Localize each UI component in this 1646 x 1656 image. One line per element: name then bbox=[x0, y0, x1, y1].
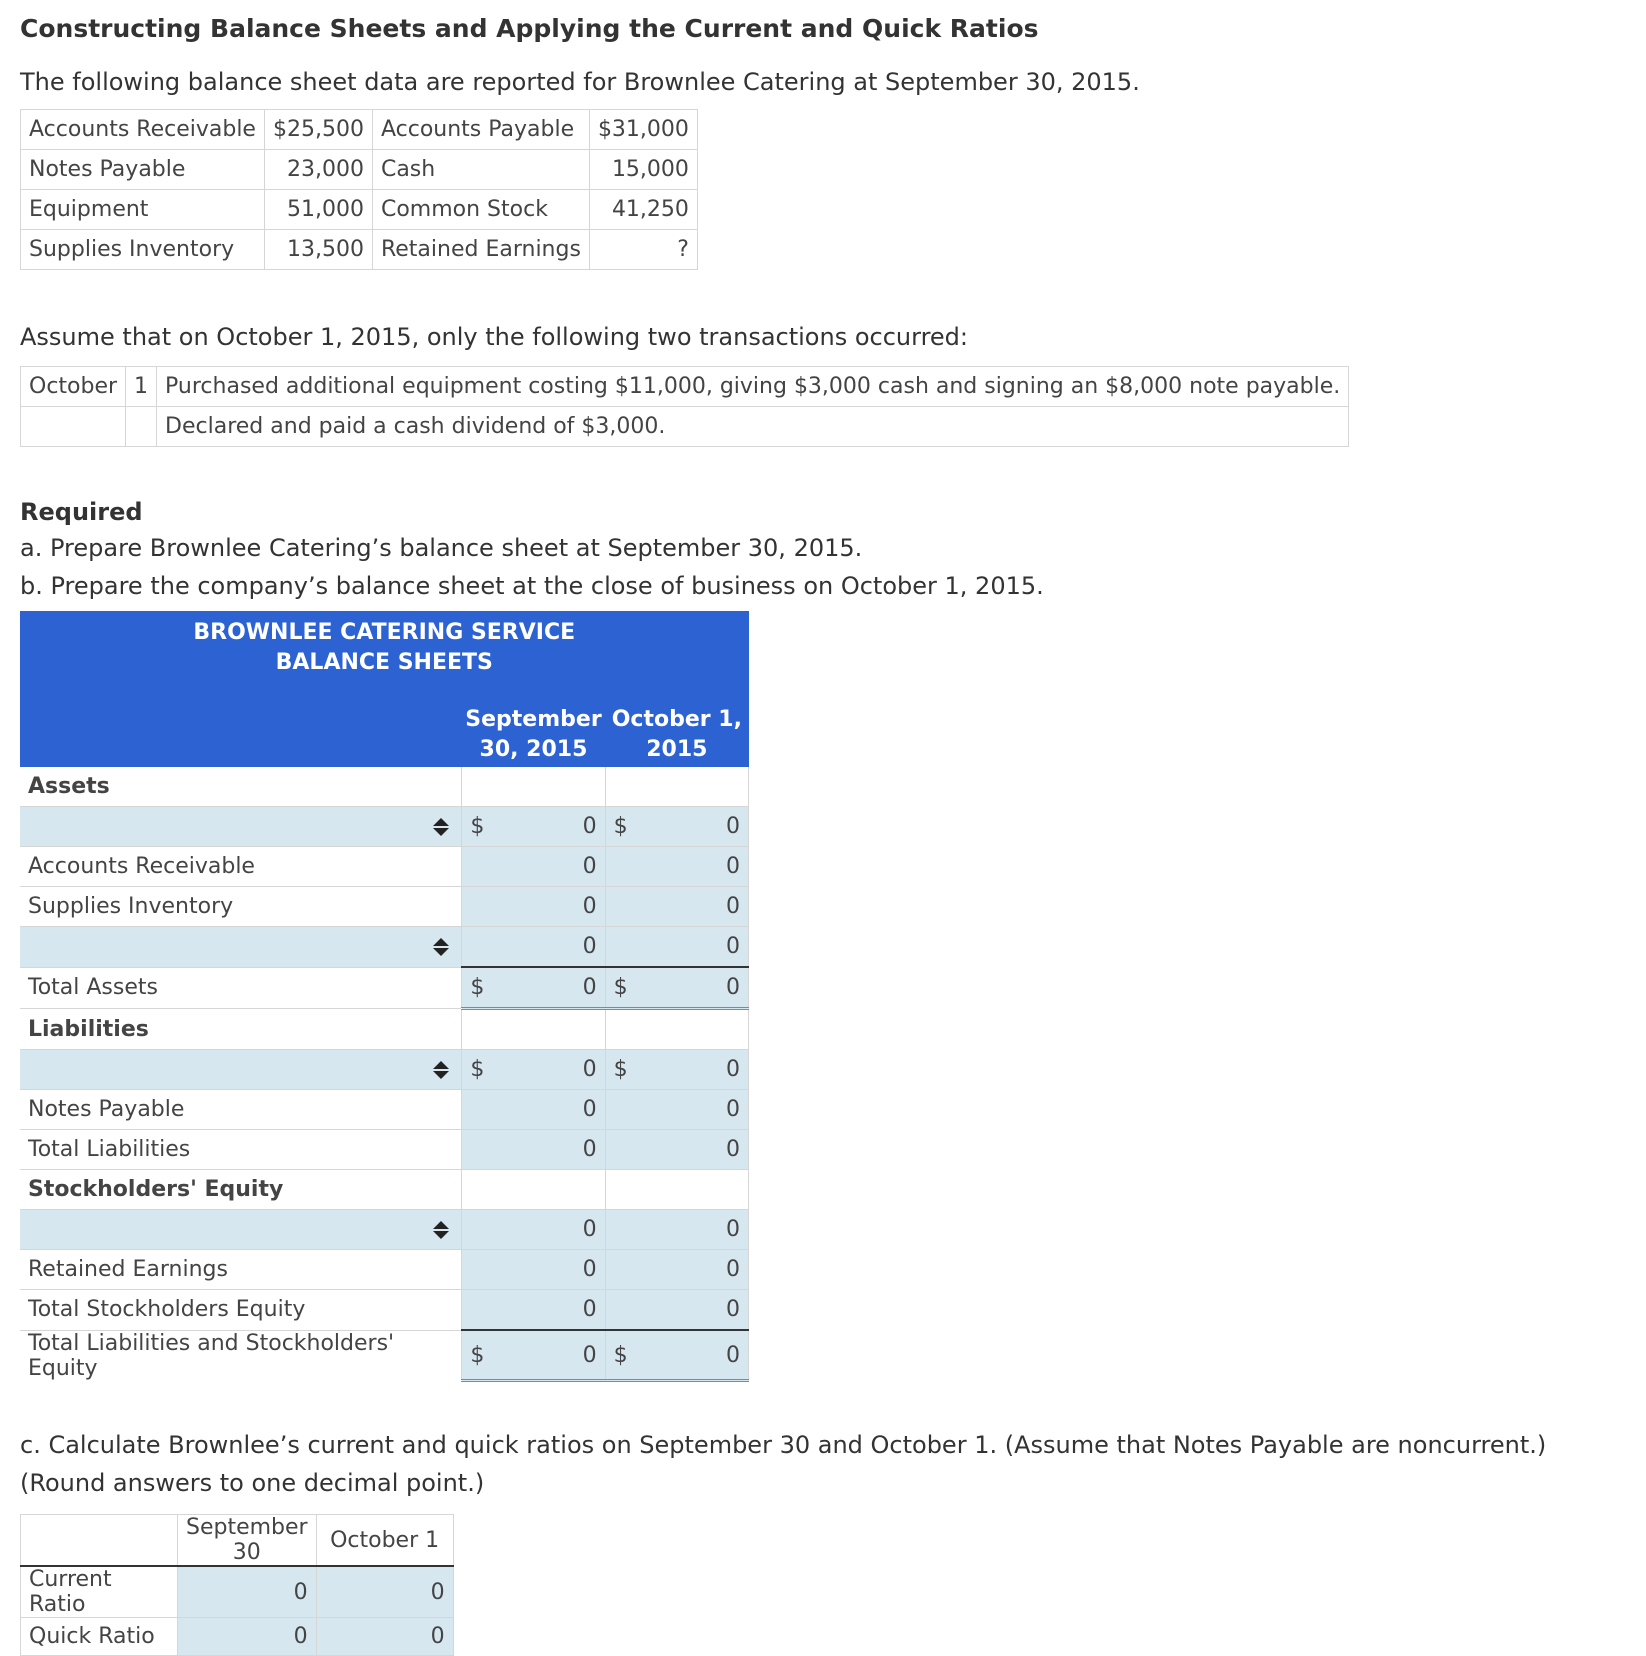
balance-data-table bbox=[20, 109, 698, 270]
amount-input[interactable]: 0 bbox=[605, 1250, 748, 1290]
ratio-col-oct: October 1 bbox=[316, 1515, 453, 1567]
amount-input[interactable]: 0 bbox=[605, 1130, 748, 1170]
amount-input[interactable]: $ 0 bbox=[605, 807, 748, 847]
section-row bbox=[20, 767, 749, 807]
table-row bbox=[21, 110, 698, 150]
intro-text: The following balance sheet data are reported for Brownlee Catering at September 30, 2015. bbox=[20, 68, 1140, 96]
select-arrows-icon bbox=[433, 938, 449, 956]
row-label: Total Assets bbox=[20, 967, 462, 1009]
select-arrows-icon bbox=[433, 818, 449, 836]
sheet-subtitle: BALANCE SHEETS bbox=[20, 647, 749, 677]
required-b: b. Prepare the company’s balance sheet at the close of business on October 1, 2015. bbox=[20, 572, 1044, 600]
assume-text: Assume that on October 1, 2015, only the following two transactions occurred: bbox=[20, 323, 968, 351]
amount-input[interactable]: $ 0 bbox=[605, 1050, 748, 1090]
table-row bbox=[21, 367, 1349, 407]
ratio-input[interactable]: 0 bbox=[178, 1618, 317, 1656]
data-value: 51,000 bbox=[264, 190, 372, 230]
row-label: Accounts Receivable bbox=[20, 847, 462, 887]
table-row bbox=[20, 847, 749, 887]
row-label: Total Liabilities bbox=[20, 1130, 462, 1170]
amount-input[interactable]: 0 bbox=[462, 1210, 605, 1250]
data-label: Retained Earnings bbox=[372, 230, 589, 270]
amount-input[interactable]: $ 0 bbox=[462, 807, 605, 847]
balance-sheet-table bbox=[20, 611, 749, 1382]
amount-input[interactable]: 0 bbox=[605, 1210, 748, 1250]
data-label: Supplies Inventory bbox=[21, 230, 265, 270]
tx-month: October bbox=[21, 367, 126, 407]
table-row bbox=[20, 1210, 749, 1250]
amount-input[interactable]: $ 0 bbox=[462, 967, 605, 1009]
amount-input[interactable]: 0 bbox=[605, 1090, 748, 1130]
required-a: a. Prepare Brownlee Catering’s balance sheet at September 30, 2015. bbox=[20, 534, 863, 562]
table-row bbox=[20, 1250, 749, 1290]
table-row bbox=[20, 1050, 749, 1090]
required-c: c. Calculate Brownlee’s current and quick ratios on September 30 and October 1. (Assume that Notes Payable are noncurrent.) (Round answers to one decimal point.) bbox=[20, 1431, 1547, 1497]
row-label: Notes Payable bbox=[20, 1090, 462, 1130]
ratio-input[interactable]: 0 bbox=[316, 1618, 453, 1656]
amount-input[interactable]: 0 bbox=[605, 927, 748, 968]
data-label: Notes Payable bbox=[21, 150, 265, 190]
data-value: 23,000 bbox=[264, 150, 372, 190]
table-row bbox=[21, 230, 698, 270]
amount-input[interactable]: 0 bbox=[462, 887, 605, 927]
table-row bbox=[20, 1290, 749, 1331]
section-row bbox=[20, 1009, 749, 1050]
col-header-oct: October 1, 2015 bbox=[605, 677, 748, 767]
amount-input[interactable]: 0 bbox=[462, 1290, 605, 1331]
table-row bbox=[20, 927, 749, 968]
account-select[interactable] bbox=[20, 1050, 462, 1090]
data-label: Accounts Payable bbox=[372, 110, 589, 150]
account-select[interactable] bbox=[20, 1210, 462, 1250]
header-row bbox=[21, 1515, 454, 1567]
amount-input[interactable]: 0 bbox=[605, 887, 748, 927]
ratio-input[interactable]: 0 bbox=[316, 1566, 453, 1618]
equity-heading: Stockholders' Equity bbox=[20, 1170, 462, 1210]
row-label: Total Liabilities and Stockholders' Equity bbox=[20, 1330, 462, 1381]
table-row bbox=[21, 190, 698, 230]
tx-month bbox=[21, 407, 126, 447]
data-value: $25,500 bbox=[264, 110, 372, 150]
table-row bbox=[20, 967, 749, 1009]
data-value: 13,500 bbox=[264, 230, 372, 270]
table-row bbox=[20, 807, 749, 847]
data-value: 15,000 bbox=[589, 150, 697, 190]
ratio-input[interactable]: 0 bbox=[178, 1566, 317, 1618]
amount-input[interactable]: 0 bbox=[605, 1290, 748, 1331]
amount-input[interactable]: 0 bbox=[462, 1090, 605, 1130]
data-label: Accounts Receivable bbox=[21, 110, 265, 150]
data-label: Cash bbox=[372, 150, 589, 190]
select-arrows-icon bbox=[433, 1221, 449, 1239]
data-label: Common Stock bbox=[372, 190, 589, 230]
assets-heading: Assets bbox=[20, 767, 462, 807]
table-row bbox=[21, 150, 698, 190]
amount-input[interactable]: 0 bbox=[462, 847, 605, 887]
header-row bbox=[20, 647, 749, 677]
data-label: Equipment bbox=[21, 190, 265, 230]
header-row bbox=[20, 611, 749, 647]
select-arrows-icon bbox=[433, 1061, 449, 1079]
amount-input[interactable]: $ 0 bbox=[462, 1050, 605, 1090]
data-value: 41,250 bbox=[589, 190, 697, 230]
header-row bbox=[20, 677, 749, 767]
account-select[interactable] bbox=[20, 927, 462, 968]
tx-day bbox=[126, 407, 157, 447]
section-row bbox=[20, 1170, 749, 1210]
data-value: $31,000 bbox=[589, 110, 697, 150]
row-label: Quick Ratio bbox=[21, 1618, 178, 1656]
tx-desc: Declared and paid a cash dividend of $3,000. bbox=[157, 407, 1349, 447]
amount-input[interactable]: $ 0 bbox=[462, 1330, 605, 1381]
row-label: Retained Earnings bbox=[20, 1250, 462, 1290]
table-row bbox=[20, 887, 749, 927]
table-row bbox=[21, 1618, 454, 1656]
amount-input[interactable]: 0 bbox=[605, 847, 748, 887]
amount-input[interactable]: 0 bbox=[462, 1250, 605, 1290]
amount-input[interactable]: 0 bbox=[462, 1130, 605, 1170]
amount-input[interactable]: 0 bbox=[462, 927, 605, 968]
tx-desc: Purchased additional equipment costing $11,000, giving $3,000 cash and signing an $8,000 note payable. bbox=[157, 367, 1349, 407]
page-title: Constructing Balance Sheets and Applying the Current and Quick Ratios bbox=[20, 14, 1039, 43]
amount-input[interactable]: $ 0 bbox=[605, 1330, 748, 1381]
table-row bbox=[20, 1330, 749, 1381]
table-row bbox=[20, 1090, 749, 1130]
company-name: BROWNLEE CATERING SERVICE bbox=[20, 611, 749, 647]
transactions-table bbox=[20, 366, 1349, 447]
amount-input[interactable]: $ 0 bbox=[605, 967, 748, 1009]
row-label: Supplies Inventory bbox=[20, 887, 462, 927]
tx-day: 1 bbox=[126, 367, 157, 407]
account-select[interactable] bbox=[20, 807, 462, 847]
row-label: Total Stockholders Equity bbox=[20, 1290, 462, 1331]
ratio-col-sep: September 30 bbox=[178, 1515, 317, 1567]
row-label: Current Ratio bbox=[21, 1566, 178, 1618]
col-header-sep: September 30, 2015 bbox=[462, 677, 605, 767]
table-row bbox=[21, 407, 1349, 447]
liabilities-heading: Liabilities bbox=[20, 1009, 462, 1050]
table-row bbox=[21, 1566, 454, 1618]
data-value: ? bbox=[589, 230, 697, 270]
required-heading: Required bbox=[20, 498, 143, 526]
table-row bbox=[20, 1130, 749, 1170]
ratios-table bbox=[20, 1514, 454, 1656]
